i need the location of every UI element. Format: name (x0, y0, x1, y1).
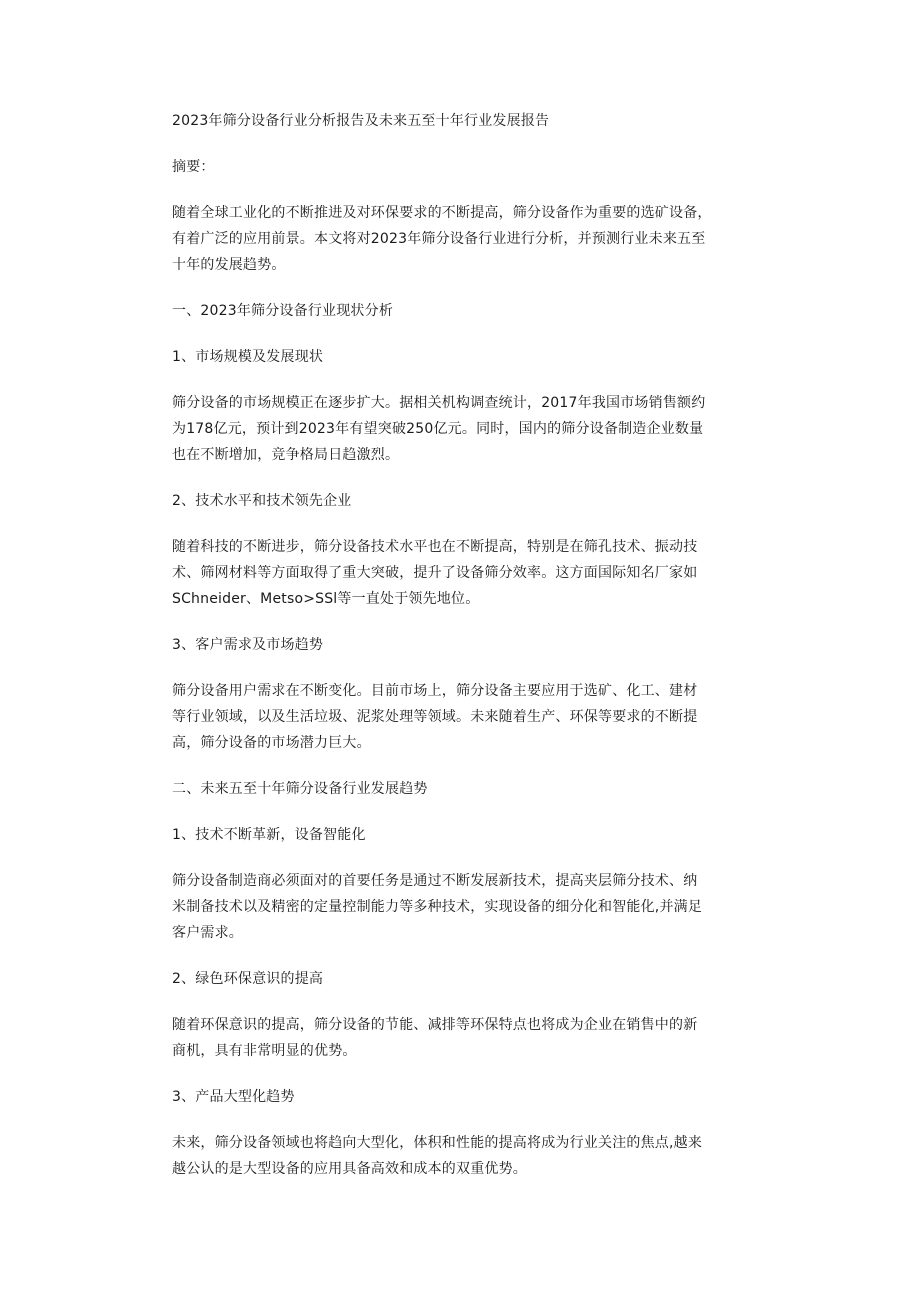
paragraph (172, 868, 758, 946)
section-heading-1: 一、2023年筛分设备行业现状分析 (172, 303, 394, 319)
paragraph-line: 商机，具有非常明显的优势。 (172, 1043, 357, 1059)
paragraph-line: 随着环保意识的提高，筛分设备的节能、减排等环保特点也将成为企业在销售中的新 (172, 1017, 698, 1033)
subsection-heading: 3、产品大型化趋势 (172, 1089, 295, 1105)
paragraph-line: 未来，筛分设备领域也将趋向大型化，体积和性能的提高将成为行业关注的焦点,越来 (172, 1135, 703, 1151)
abstract-label: 摘要： (172, 159, 215, 175)
subsection-heading: 3、客户需求及市场趋势 (172, 637, 324, 653)
subsection-heading: 2、技术水平和技术领先企业 (172, 493, 352, 509)
document-title: 2023年筛分设备行业分析报告及未来五至十年行业发展报告 (172, 113, 550, 129)
paragraph-line: 也在不断增加，竞争格局日趋激烈。 (172, 447, 400, 463)
paragraph-line: 十年的发展趋势。 (172, 257, 286, 273)
paragraph-line: 米制备技术以及精密的定量控制能力等多种技术，实现设备的细分化和智能化,并满足 (172, 899, 703, 915)
paragraph-line: 随着全球工业化的不断推进及对环保要求的不断提高，筛分设备作为重要的选矿设备， (172, 205, 712, 221)
paragraph (172, 1012, 758, 1064)
paragraph-line: 为178亿元，预计到2023年有望突破250亿元。同时，国内的筛分设备制造企业数量 (172, 421, 704, 437)
paragraph-line: 术、筛网材料等方面取得了重大突破，提升了设备筛分效率。这方面国际知名厂家如 (172, 565, 698, 581)
paragraph-line: SChneider、Metso>SSl等一直处于领先地位。 (172, 591, 480, 607)
paragraph-line: 越公认的是大型设备的应用具备高效和成本的双重优势。 (172, 1161, 527, 1177)
paragraph-line: 高，筛分设备的市场潜力巨大。 (172, 735, 371, 751)
section-heading-2: 二、未来五至十年筛分设备行业发展趋势 (172, 781, 428, 797)
subsection-heading: 1、技术不断革新，设备智能化 (172, 827, 366, 843)
paragraph-line: 筛分设备的市场规模正在逐步扩大。据相关机构调查统计，2017年我国市场销售额约 (172, 395, 706, 411)
paragraph (172, 534, 758, 612)
paragraph (172, 390, 758, 468)
paragraph-line: 客户需求。 (172, 925, 243, 941)
subsection-heading: 2、绿色环保意识的提高 (172, 971, 324, 987)
paragraph (172, 678, 758, 756)
paragraph-line: 筛分设备制造商必须面对的首要任务是通过不断发展新技术，提高夹层筛分技术、纳 (172, 873, 698, 889)
abstract-paragraph (172, 200, 758, 278)
paragraph-line: 等行业领域，以及生活垃圾、泥浆处理等领域。未来随着生产、环保等要求的不断提 (172, 709, 698, 725)
paragraph-line: 筛分设备用户需求在不断变化。目前市场上，筛分设备主要应用于选矿、化工、建材 (172, 683, 698, 699)
paragraph-line: 有着广泛的应用前景。本文将对2023年筛分设备行业进行分析，并预测行业未来五至 (172, 231, 706, 247)
document-page (172, 108, 758, 1202)
paragraph (172, 1130, 758, 1182)
subsection-heading: 1、市场规模及发展现状 (172, 349, 324, 365)
paragraph-line: 随着科技的不断进步，筛分设备技术水平也在不断提高，特别是在筛孔技术、振动技 (172, 539, 698, 555)
